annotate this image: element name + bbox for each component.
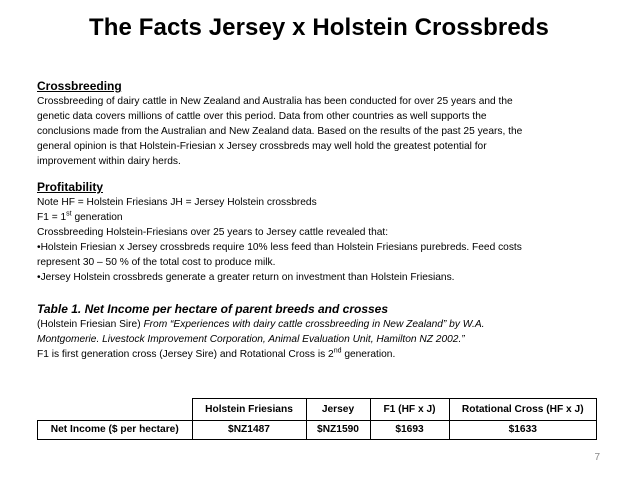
table-header-cell: Jersey [306, 399, 370, 421]
crossbreeding-heading: Crossbreeding [37, 79, 122, 93]
table-cell: $NZ1487 [192, 421, 306, 440]
crossbreeding-line: Crossbreeding of dairy cattle in New Zealand and Australia has been conducted for over 25 years and the [37, 96, 513, 107]
crossbreeding-line: general opinion is that Holstein-Friesian x Jersey crossbreds may well hold the greatest potential for [37, 141, 487, 152]
table-row-label: Net Income ($ per hectare) [38, 421, 193, 440]
table-cell: $1693 [370, 421, 449, 440]
table-source: (Holstein Friesian Sire) From “Experiences with dairy cattle crossbreeding in New Zealand” by W.A. [37, 319, 485, 330]
bullet-feed: •Holstein Friesian x Jersey crossbreds require 10% less feed than Holstein Friesians purebreds. Feed costs [37, 242, 522, 253]
table-source-cont: Montgomerie. Livestock Improvement Corporation, Animal Evaluation Unit, Hamilton NZ 2002.” [37, 334, 465, 345]
table-cell: $NZ1590 [306, 421, 370, 440]
profitability-intro: Crossbreeding Holstein-Friesians over 25 years to Jersey cattle revealed that: [37, 227, 389, 238]
table-header-cell: Rotational Cross (HF x J) [449, 399, 597, 421]
table-f1-note: F1 is first generation cross (Jersey Sire) and Rotational Cross is 2nd generation. [37, 347, 396, 360]
table-header-blank [38, 399, 193, 421]
slide-body [37, 79, 597, 362]
bullet-feed-cont: represent 30 – 50 % of the total cost to produce milk. [37, 257, 276, 268]
crossbreeding-line: conclusions made from the Australian and New Zealand data. Based on the results of the past 25 years, the [37, 126, 523, 137]
net-income-table [37, 398, 597, 440]
page-number: 7 [594, 452, 600, 463]
table-cell: $1633 [449, 421, 597, 440]
slide-title: The Facts Jersey x Holstein Crossbreds [89, 14, 549, 41]
table-title: Table 1. Net Income per hectare of parent breeds and crosses [37, 302, 389, 316]
f1-definition: F1 = 1st generation [37, 210, 123, 223]
table-row [38, 421, 597, 440]
table-header-cell: Holstein Friesians [192, 399, 306, 421]
crossbreeding-line: improvement within dairy herds. [37, 156, 181, 167]
bullet-return: •Jersey Holstein crossbreds generate a greater return on investment than Holstein Friesians. [37, 272, 455, 283]
abbreviation-note: Note HF = Holstein Friesians JH = Jersey Holstein crossbreds [37, 197, 317, 208]
profitability-heading: Profitability [37, 180, 104, 194]
table-header-row [38, 399, 597, 421]
crossbreeding-line: genetic data covers millions of cattle over this period. Data from other countries as well supports the [37, 111, 487, 122]
crossbreeding-paragraph [37, 94, 597, 169]
table-header-cell: F1 (HF x J) [370, 399, 449, 421]
